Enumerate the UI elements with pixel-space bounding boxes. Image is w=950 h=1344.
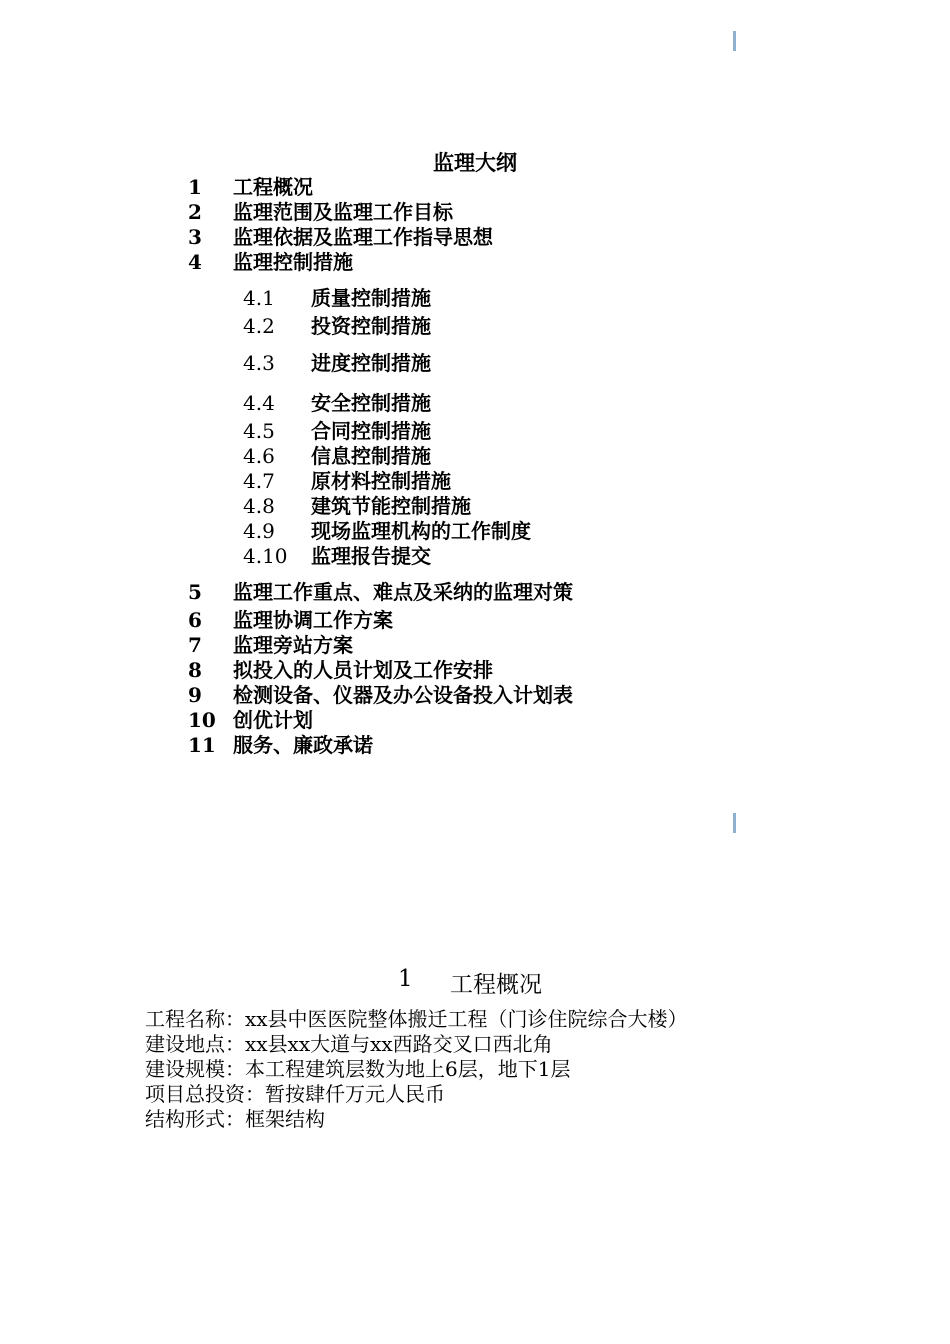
toc-number: 4.5 bbox=[243, 419, 275, 443]
toc-number: 5 bbox=[188, 580, 202, 604]
toc-text: 质量控制措施 bbox=[311, 286, 431, 310]
toc-number: 1 bbox=[188, 175, 202, 199]
toc-text: 工程概况 bbox=[233, 175, 313, 199]
toc-text: 安全控制措施 bbox=[311, 391, 431, 415]
toc-text: 进度控制措施 bbox=[311, 351, 431, 375]
info-line: 结构形式：框架结构 bbox=[145, 1107, 325, 1131]
toc-number: 4.7 bbox=[243, 469, 275, 493]
toc-number: 2 bbox=[188, 200, 202, 224]
section-number: 1 bbox=[398, 966, 413, 992]
toc-text: 建筑节能控制措施 bbox=[311, 494, 471, 518]
toc-text: 信息控制措施 bbox=[311, 444, 431, 468]
toc-number: 4.2 bbox=[243, 314, 275, 338]
toc-text: 监理报告提交 bbox=[311, 544, 431, 568]
toc-text: 监理协调工作方案 bbox=[233, 608, 393, 632]
info-line: 建设规模：本工程建筑层数为地上6层，地下1层 bbox=[145, 1057, 571, 1081]
toc-text: 监理旁站方案 bbox=[233, 633, 353, 657]
toc-text: 检测设备、仪器及办公设备投入计划表 bbox=[233, 683, 573, 707]
toc-number: 4 bbox=[188, 250, 202, 274]
toc-number: 4.4 bbox=[243, 391, 275, 415]
toc-number: 4.9 bbox=[243, 519, 275, 543]
toc-number: 4.3 bbox=[243, 351, 275, 375]
toc-text: 合同控制措施 bbox=[311, 419, 431, 443]
toc-number: 4.1 bbox=[243, 286, 275, 310]
info-line: 项目总投资：暂按肆仟万元人民币 bbox=[145, 1082, 445, 1106]
toc-number: 4.6 bbox=[243, 444, 275, 468]
toc-number: 3 bbox=[188, 225, 202, 249]
section-title: 工程概况 bbox=[450, 972, 542, 998]
document-title: 监理大纲 bbox=[433, 150, 517, 175]
info-line: 工程名称：xx县中医医院整体搬迁工程（门诊住院综合大楼） bbox=[145, 1007, 688, 1031]
toc-number: 6 bbox=[188, 608, 202, 632]
toc-number: 4.10 bbox=[243, 544, 288, 568]
toc-text: 监理依据及监理工作指导思想 bbox=[233, 225, 493, 249]
toc-text: 监理范围及监理工作目标 bbox=[233, 200, 453, 224]
toc-number: 11 bbox=[188, 733, 216, 757]
toc-number: 10 bbox=[188, 708, 216, 732]
section-heading bbox=[0, 966, 950, 996]
toc-number: 4.8 bbox=[243, 494, 275, 518]
toc-text: 现场监理机构的工作制度 bbox=[311, 519, 531, 543]
toc-text: 原材料控制措施 bbox=[311, 469, 451, 493]
info-line: 建设地点：xx县xx大道与xx西路交叉口西北角 bbox=[145, 1032, 553, 1056]
toc-text: 监理工作重点、难点及采纳的监理对策 bbox=[233, 580, 573, 604]
toc-number: 9 bbox=[188, 683, 202, 707]
toc-text: 服务、廉政承诺 bbox=[233, 733, 373, 757]
toc-number: 7 bbox=[188, 633, 202, 657]
toc-number: 8 bbox=[188, 658, 202, 682]
toc-text: 拟投入的人员计划及工作安排 bbox=[233, 658, 493, 682]
page-break-marker bbox=[733, 813, 736, 833]
toc-text: 投资控制措施 bbox=[311, 314, 431, 338]
toc-text: 监理控制措施 bbox=[233, 250, 353, 274]
toc-text: 创优计划 bbox=[233, 708, 313, 732]
page-break-marker bbox=[733, 31, 736, 51]
